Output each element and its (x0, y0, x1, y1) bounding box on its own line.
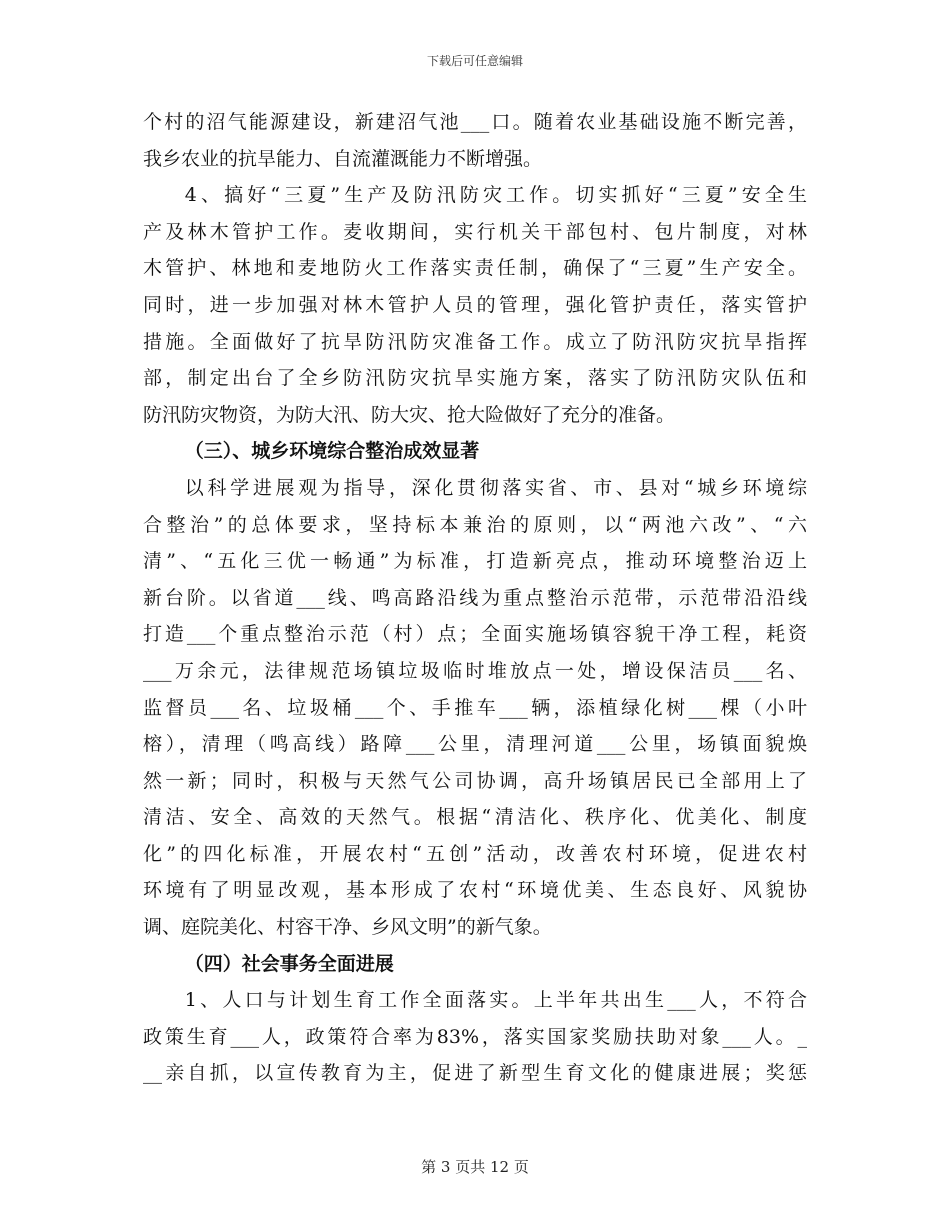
text-line: 合整治”的总体要求，坚持标本兼治的原则，以“两池六改”、“六 (143, 513, 807, 536)
document-body (143, 104, 807, 1092)
text-line: 监督员___名、垃圾桶___个、手推车___辆，添植绿化树___棵（小叶 (143, 696, 807, 719)
text-line: 政策生育___人，政策符合率为83%，落实国家奖励扶助对象___人。_ (143, 1025, 807, 1048)
text-line: 打造___个重点整治示范（村）点；全面实施场镇容貌干净工程，耗资 (143, 623, 807, 646)
section-heading: （四）社会事务全面进展 (184, 952, 394, 975)
text-line: __亲自抓，以宣传教育为主，促进了新型生育文化的健康进展；奖惩 (143, 1062, 807, 1085)
text-line: 清洁、安全、高效的天然气。根据“清洁化、秩序化、优美化、制度 (143, 806, 807, 829)
text-line: 我乡农业的抗旱能力、自流灌溉能力不断增强。 (143, 147, 543, 170)
text-line: 木管护、林地和麦地防火工作落实责任制，确保了“三夏”生产安全。 (143, 257, 807, 280)
text-line: 然一新；同时，积极与天然气公司协调，高升场镇居民已全部用上了 (143, 769, 807, 792)
text-line: ___万余元，法律规范场镇垃圾临时堆放点一处，增设保洁员___名、 (143, 659, 807, 682)
text-line: 调、庭院美化、村容干净、乡风文明”的新气象。 (143, 916, 552, 939)
text-line: 环境有了明显改观，基本形成了农村“环境优美、生态良好、风貌协 (143, 879, 807, 902)
page-header: 下载后可任意编辑 (426, 54, 523, 68)
text-line: 个村的沼气能源建设，新建沼气池___口。随着农业基础设施不断完善， (143, 111, 807, 133)
page-footer: 第 3 页共 12 页 (421, 1158, 529, 1176)
text-line: 防汛防灾物资，为防大汛、防大灾、抢大险做好了充分的准备。 (143, 403, 676, 426)
section-heading: （三）、城乡环境综合整治成效显著 (184, 440, 480, 463)
text-line: 措施。全面做好了抗旱防汛防灾准备工作。成立了防汛防灾抗旱指挥 (143, 330, 807, 353)
text-line: 榕），清理（鸣高线）路障___公里，清理河道___公里，场镇面貌焕 (143, 733, 807, 756)
text-line: 清”、“五化三优一畅通”为标准，打造新亮点，推动环境整治迈上 (143, 550, 807, 573)
text-line: 1、人口与计划生育工作全面落实。上半年共出生___人，不符合 (184, 989, 807, 1012)
text-line: 4、搞好“三夏”生产及防汛防灾工作。切实抓好“三夏”安全生 (184, 184, 807, 207)
text-line: 部，制定出台了全乡防汛防灾抗旱实施方案，落实了防汛防灾队伍和 (143, 367, 807, 390)
text-line: 产及林木管护工作。麦收期间，实行机关干部包村、包片制度，对林 (143, 220, 807, 243)
text-line: 同时，进一步加强对林木管护人员的管理，强化管护责任，落实管护 (143, 293, 807, 316)
text-line: 新台阶。以省道___线、鸣高路沿线为重点整治示范带，示范带沿沿线 (143, 586, 807, 609)
text-line: 化”的四化标准，开展农村“五创”活动，改善农村环境，促进农村 (143, 842, 807, 865)
text-line: 以科学进展观为指导，深化贯彻落实省、市、县对“城乡环境综 (184, 476, 807, 499)
